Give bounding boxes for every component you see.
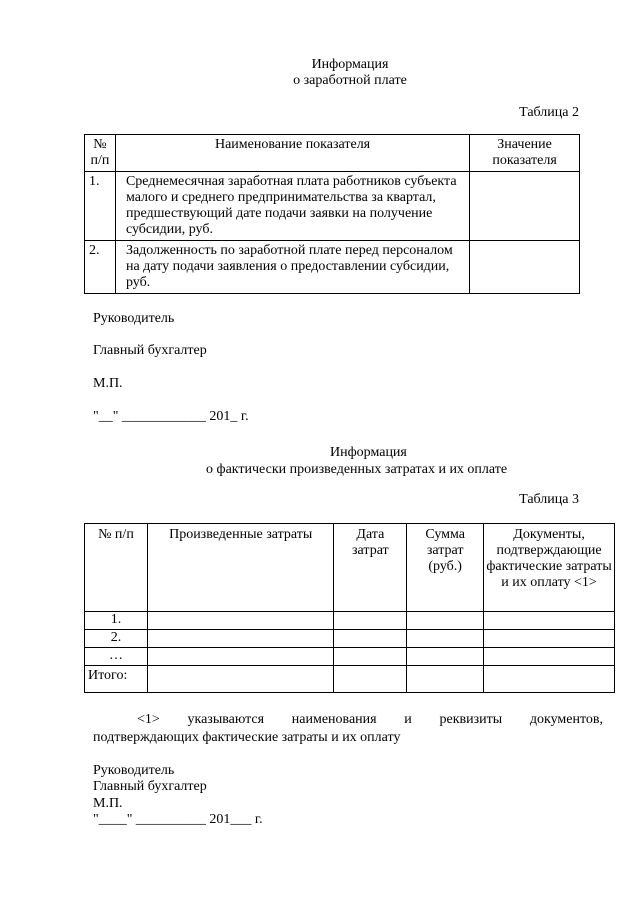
stamp-label: М.П. bbox=[93, 796, 123, 811]
section1-title bbox=[0, 57, 640, 89]
footnote-line2: подтверждающих фактические затраты и их оплату bbox=[93, 730, 401, 745]
row-value bbox=[470, 241, 580, 294]
header-num: № п/п bbox=[85, 135, 116, 172]
cell bbox=[484, 648, 615, 666]
cell bbox=[147, 612, 334, 630]
stamp-label: М.П. bbox=[93, 376, 123, 391]
row-num: 2. bbox=[85, 630, 148, 648]
cell bbox=[334, 612, 407, 630]
table3-label: Таблица 3 bbox=[519, 492, 579, 507]
section2-title-line2: о фактически произведенных затратах и их оплате bbox=[206, 462, 508, 477]
total-label: Итого: bbox=[85, 666, 148, 693]
table-header-row bbox=[85, 524, 615, 612]
cell bbox=[484, 666, 615, 693]
total-row bbox=[85, 666, 615, 693]
header-sum: Сумма затрат (руб.) bbox=[407, 524, 484, 612]
cell bbox=[407, 612, 484, 630]
signature-head: Руководитель bbox=[93, 763, 175, 778]
footnote-line1: <1> указываются наименования и реквизиты документов, bbox=[137, 712, 603, 727]
cell bbox=[334, 630, 407, 648]
header-costs: Произведенные затраты bbox=[147, 524, 334, 612]
date-line: "__" ____________ 201_ г. bbox=[93, 409, 249, 424]
header-docs: Документы, подтверждающие фактические затраты и их оплату <1> bbox=[484, 524, 615, 612]
table-row bbox=[85, 241, 580, 294]
cell bbox=[407, 630, 484, 648]
row-name: Среднемесячная заработная плата работников субъекта малого и среднего предпринимательства за квартал, предшествующий дате подачи заявки на получение субсидии, руб. bbox=[115, 172, 469, 241]
cell bbox=[407, 666, 484, 693]
row-num: 2. bbox=[85, 241, 116, 294]
table2-label: Таблица 2 bbox=[519, 105, 579, 120]
signature-accountant: Главный бухгалтер bbox=[93, 343, 207, 358]
table-row bbox=[85, 612, 615, 630]
row-num: 1. bbox=[85, 172, 116, 241]
signature-accountant: Главный бухгалтер bbox=[93, 779, 207, 794]
table-row bbox=[85, 648, 615, 666]
cell bbox=[334, 648, 407, 666]
section1-title-line2: о заработной плате bbox=[293, 73, 407, 88]
costs-table bbox=[84, 523, 615, 693]
cell bbox=[407, 648, 484, 666]
footnote bbox=[93, 712, 603, 746]
salary-table bbox=[84, 134, 580, 294]
date-line: "____" __________ 201___ г. bbox=[93, 812, 263, 827]
cell bbox=[484, 630, 615, 648]
header-num: № п/п bbox=[85, 524, 148, 612]
row-num: 1. bbox=[85, 612, 148, 630]
section1-title-line1: Информация bbox=[311, 57, 389, 72]
row-name: Задолженность по заработной плате перед персоналом на дату подачи заявления о предоставлении субсидии, руб. bbox=[115, 241, 469, 294]
cell bbox=[147, 648, 334, 666]
cell bbox=[147, 630, 334, 648]
cell bbox=[484, 612, 615, 630]
signature-head: Руководитель bbox=[93, 311, 175, 326]
header-date: Дата затрат bbox=[334, 524, 407, 612]
cell bbox=[334, 666, 407, 693]
row-value bbox=[470, 172, 580, 241]
table-row bbox=[85, 172, 580, 241]
header-name: Наименование показателя bbox=[115, 135, 469, 172]
row-num: … bbox=[85, 648, 148, 666]
section2-title-line1: Информация bbox=[330, 445, 407, 460]
table-row bbox=[85, 630, 615, 648]
cell bbox=[147, 666, 334, 693]
header-value: Значение показателя bbox=[470, 135, 580, 172]
table-header-row bbox=[85, 135, 580, 172]
